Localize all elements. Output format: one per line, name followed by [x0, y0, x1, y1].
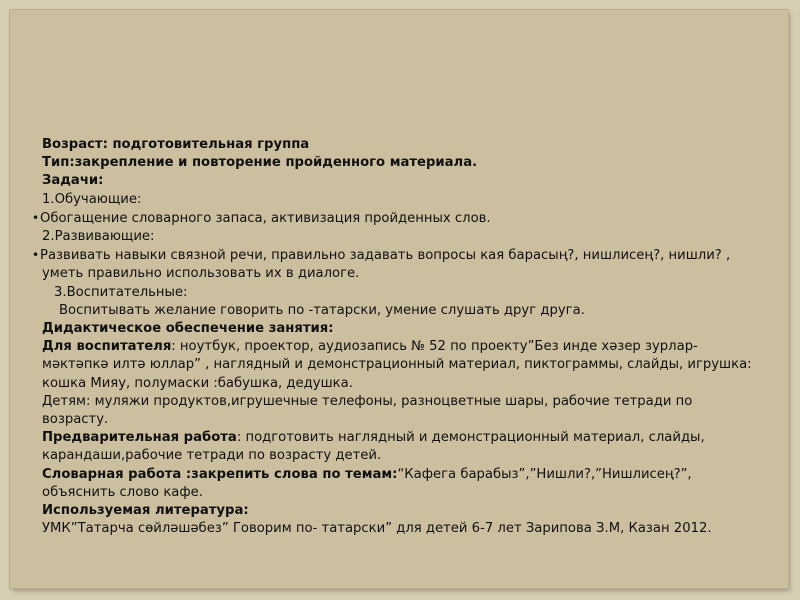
tasks-2-heading: 2.Развивающие: — [42, 229, 155, 245]
literature-line: УМК”Татарча сөйләшәбез” Говорим по- татарски” для детей 6-7 лет Зарипова З.М, Казан 2012. — [42, 521, 712, 537]
children-line-2: возрасту. — [42, 412, 109, 428]
tasks-1-item-text: Обогащение словарного запаса, активизация пройденных слов. — [40, 210, 491, 226]
teacher-line-1 — [32, 338, 780, 356]
tasks-1-item — [32, 209, 780, 228]
slide-content — [32, 136, 780, 538]
teacher-label: Для воспитателя — [42, 339, 172, 355]
tasks-heading: Задачи: — [42, 173, 104, 189]
teacher-line-3: кошка Мияу, полумаски :бабушка, дедушка. — [42, 375, 353, 391]
vocab-text-1: “Кафега барабыз”,”Нишли?,”Нишлисең?”, — [397, 466, 692, 482]
vocab-label: Словарная работа :закрепить слова по темам: — [42, 466, 398, 482]
children-line-1: Детям: муляжи продуктов,игрушечные телефоны, разноцветные шары, рабочие тетради по — [42, 393, 693, 409]
teacher-line-2: мәктәпкә илтә юллар” , наглядный и демонстрационный материал, пиктограммы, слайды, игрушка: — [42, 357, 752, 373]
prep-line-1 — [32, 429, 780, 447]
age-line: Возраст: подготовительная группа — [42, 137, 310, 152]
prep-text-1: : подготовить наглядный и демонстрационный материал, слайды, — [236, 430, 705, 446]
tasks-3-heading: 3.Воспитательные: — [54, 284, 188, 300]
slide — [10, 10, 788, 588]
tasks-2-item — [32, 246, 780, 265]
tasks-2-item-cont: уметь правильно использовать их в диалоге. — [42, 266, 360, 282]
bullet-icon: • — [32, 210, 40, 225]
tasks-1-heading: 1.Обучающие: — [42, 191, 142, 207]
vocab-line-1 — [32, 466, 780, 484]
tasks-2-item-text: Развивать навыки связной речи, правильно задавать вопросы кая барасың?, нишлисең?, нишли? , — [40, 248, 731, 264]
teacher-text-1: : ноутбук, проектор, аудиозапись № 52 по проекту”Без инде хәзер зурлар- — [171, 339, 698, 355]
prep-line-2: карандаши,рабочие тетради по возрасту детей. — [42, 448, 382, 464]
tasks-3-item: Воспитывать желание говорить по -татарски, умение слушать друг друга. — [59, 302, 585, 318]
didactic-heading: Дидактическое обеспечение занятия: — [42, 321, 334, 337]
prep-label: Предварительная работа — [42, 430, 237, 446]
literature-heading: Используемая литература: — [42, 503, 249, 519]
type-line: Тип:закрепление и повторение пройденного материала. — [42, 155, 478, 171]
bullet-icon: • — [32, 248, 40, 263]
vocab-line-2: объяснить слово кафе. — [42, 484, 203, 500]
